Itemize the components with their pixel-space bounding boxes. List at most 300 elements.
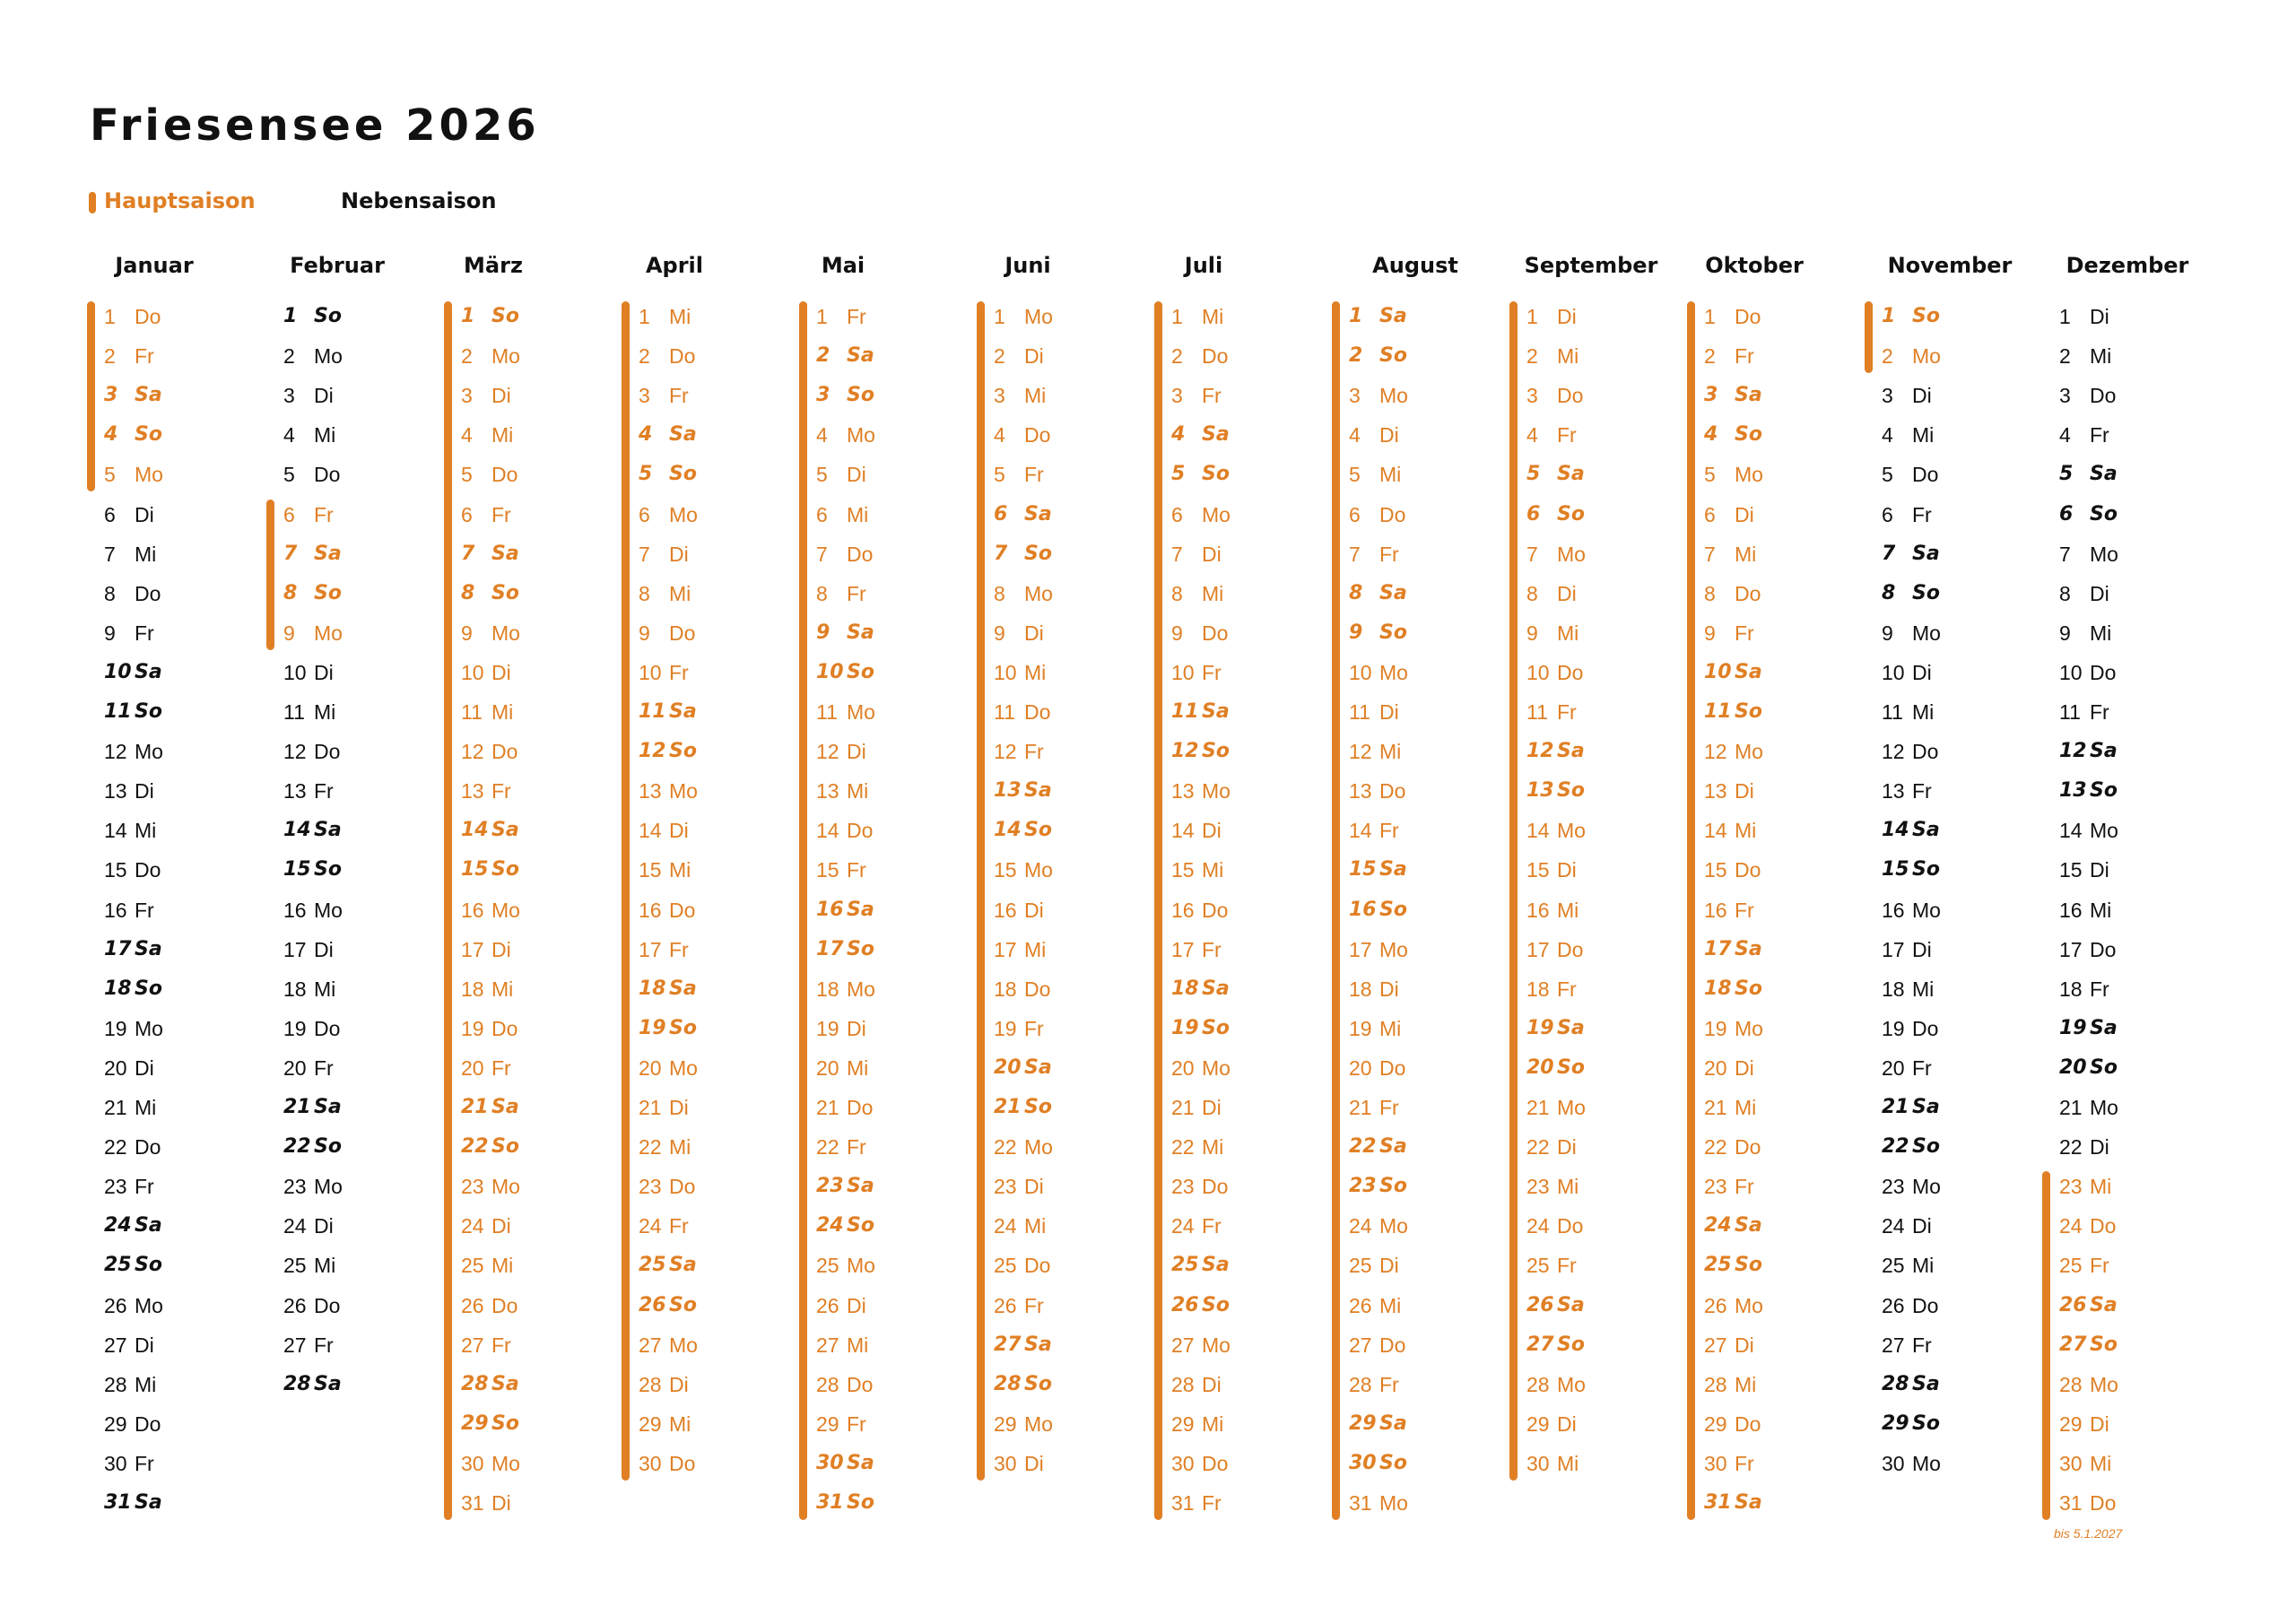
day-entry: [1349, 1490, 1408, 1516]
weekday-label: Fr: [135, 1451, 154, 1475]
month-name: Mai: [821, 253, 865, 278]
day-entry: [461, 738, 517, 765]
day-entry: [2059, 976, 2109, 1003]
day-number: 22: [994, 1135, 1017, 1160]
weekday-label: Sa: [1735, 1214, 1762, 1238]
day-entry: [816, 738, 866, 765]
day-entry: [1882, 817, 1940, 844]
month-name: Februar: [290, 253, 385, 278]
day-entry: [1882, 659, 1932, 686]
weekday-label: Fr: [1557, 977, 1577, 1001]
day-entry: [1526, 1252, 1577, 1279]
day-number: 23: [1526, 1175, 1550, 1199]
weekday-label: Di: [1202, 1096, 1222, 1119]
weekday-label: Fr: [314, 779, 334, 804]
day-number: 24: [1171, 1214, 1195, 1238]
day-number: 29: [461, 1412, 489, 1435]
day-entry: [461, 777, 511, 804]
day-entry: [816, 1450, 874, 1477]
day-number: 14: [1526, 819, 1550, 843]
weekday-label: Do: [2090, 1491, 2117, 1515]
weekday-label: Sa: [847, 1451, 874, 1474]
day-number: 9: [816, 621, 831, 644]
weekday-label: Mo: [669, 1333, 698, 1357]
month-name: März: [464, 253, 523, 278]
day-number: 5: [639, 463, 653, 486]
weekday-label: Mo: [1912, 898, 1941, 922]
day-number: 23: [994, 1175, 1017, 1199]
weekday-label: Mi: [847, 1333, 869, 1357]
day-number: 30: [1882, 1451, 1905, 1475]
weekday-label: Fr: [1024, 740, 1044, 764]
day-number: 25: [2059, 1254, 2083, 1278]
weekday-label: So: [135, 423, 162, 447]
day-entry: [1349, 1371, 1399, 1398]
weekday-label: Di: [1202, 1372, 1222, 1396]
day-number: 1: [1704, 305, 1716, 328]
day-number: 1: [1526, 305, 1538, 328]
day-entry: [1349, 976, 1399, 1003]
day-number: 12: [639, 740, 666, 763]
day-entry: [1882, 421, 1934, 448]
weekday-label: Mi: [314, 700, 336, 724]
day-entry: [994, 1371, 1052, 1398]
day-entry: [461, 382, 511, 409]
day-entry: [104, 1371, 156, 1398]
weekday-label: Fr: [847, 1135, 866, 1160]
weekday-label: Do: [669, 344, 696, 369]
weekday-label: Fr: [1024, 1293, 1044, 1317]
day-number: 25: [1349, 1254, 1372, 1278]
day-entry: [461, 1173, 520, 1200]
day-number: 9: [2059, 621, 2071, 645]
day-number: 20: [1349, 1055, 1372, 1080]
legend-main-season: Hauptsaison: [104, 188, 256, 213]
day-entry: [461, 659, 511, 686]
day-entry: [461, 541, 519, 568]
day-number: 5: [994, 463, 1005, 487]
day-number: 25: [461, 1254, 484, 1278]
day-entry: [2059, 303, 2109, 330]
day-number: 1: [2059, 305, 2071, 328]
day-number: 28: [1171, 1372, 1195, 1396]
day-entry: [1349, 343, 1407, 369]
day-number: 12: [1526, 740, 1554, 763]
weekday-label: Mo: [1735, 463, 1763, 487]
weekday-label: Mo: [1557, 1096, 1586, 1119]
day-number: 8: [461, 581, 475, 604]
day-number: 4: [104, 423, 118, 447]
day-entry: [1526, 541, 1586, 568]
day-entry: [461, 303, 519, 330]
day-number: 27: [816, 1333, 839, 1357]
day-entry: [639, 1055, 698, 1081]
weekday-label: So: [1024, 819, 1052, 842]
weekday-label: Do: [2090, 937, 2117, 961]
day-number: 3: [1882, 384, 1893, 408]
day-entry: [816, 421, 875, 448]
day-number: 16: [639, 898, 662, 922]
day-entry: [1526, 620, 1578, 647]
day-number: 23: [1882, 1175, 1905, 1199]
day-number: 12: [2059, 740, 2087, 763]
weekday-label: Do: [847, 819, 874, 843]
day-entry: [283, 936, 334, 963]
weekday-label: Do: [669, 1175, 696, 1199]
day-number: 21: [104, 1096, 127, 1119]
weekday-label: Fr: [1379, 819, 1399, 843]
day-entry: [639, 936, 689, 963]
day-number: 27: [639, 1333, 662, 1357]
weekday-label: Sa: [1379, 858, 1407, 882]
weekday-label: Di: [1735, 502, 1754, 526]
day-number: 22: [104, 1135, 127, 1160]
day-entry: [283, 659, 334, 686]
day-number: 21: [994, 1096, 1022, 1118]
day-entry: [1704, 856, 1761, 883]
day-entry: [461, 976, 513, 1003]
day-entry: [1882, 976, 1934, 1003]
day-number: 19: [104, 1016, 127, 1040]
day-entry: [104, 856, 161, 883]
weekday-label: So: [1202, 1293, 1230, 1316]
weekday-label: Do: [1202, 1451, 1229, 1475]
weekday-label: So: [1735, 700, 1762, 723]
day-entry: [1349, 541, 1399, 568]
day-entry: [1704, 1173, 1754, 1200]
day-entry: [283, 382, 334, 409]
day-number: 17: [994, 937, 1017, 961]
weekday-label: Fr: [669, 660, 689, 684]
day-entry: [104, 1173, 154, 1200]
day-entry: [1704, 1212, 1762, 1239]
day-entry: [1882, 856, 1940, 883]
day-number: 29: [639, 1412, 662, 1436]
day-number: 26: [283, 1293, 307, 1317]
day-entry: [461, 1015, 517, 1042]
weekday-label: So: [669, 463, 697, 486]
weekday-label: Mi: [1557, 1451, 1579, 1475]
day-number: 29: [1526, 1412, 1550, 1436]
weekday-label: Sa: [2090, 463, 2118, 486]
weekday-label: So: [1912, 1412, 1940, 1435]
day-number: 18: [2059, 977, 2083, 1001]
day-entry: [2059, 699, 2109, 725]
day-number: 28: [104, 1372, 127, 1396]
day-number: 1: [639, 305, 650, 328]
day-entry: [1704, 699, 1762, 725]
weekday-label: Fr: [1202, 937, 1222, 961]
day-number: 11: [816, 700, 838, 724]
day-number: 9: [104, 621, 116, 645]
day-entry: [2059, 738, 2118, 765]
weekday-label: Mi: [135, 1372, 157, 1396]
day-entry: [1882, 541, 1940, 568]
weekday-label: Di: [1379, 977, 1399, 1001]
day-entry: [1704, 659, 1762, 686]
day-number: 2: [2059, 344, 2071, 369]
day-number: 15: [816, 858, 839, 882]
day-number: 3: [461, 384, 473, 408]
day-entry: [104, 1332, 154, 1359]
weekday-label: Mo: [1024, 305, 1053, 328]
day-number: 21: [1704, 1096, 1727, 1119]
day-entry: [1882, 936, 1932, 963]
day-number: 16: [283, 898, 307, 922]
day-number: 22: [2059, 1135, 2083, 1160]
day-number: 3: [104, 384, 118, 407]
day-number: 18: [639, 977, 666, 1000]
weekday-label: Fr: [1379, 1096, 1399, 1119]
day-entry: [104, 1450, 154, 1477]
day-number: 14: [994, 819, 1022, 842]
day-number: 16: [2059, 898, 2083, 922]
day-number: 14: [461, 819, 489, 842]
day-number: 27: [1704, 1333, 1727, 1357]
weekday-label: Mi: [1735, 1096, 1757, 1119]
weekday-label: Sa: [2090, 740, 2118, 763]
day-entry: [1349, 817, 1399, 844]
weekday-label: So: [1202, 1016, 1230, 1039]
main-season-bar: [2042, 1171, 2050, 1520]
weekday-label: Mi: [1735, 542, 1757, 566]
day-entry: [1171, 1371, 1222, 1398]
day-number: 13: [283, 779, 307, 804]
day-number: 12: [816, 740, 839, 764]
day-entry: [1349, 1055, 1405, 1081]
day-entry: [1171, 382, 1222, 409]
weekday-label: Fr: [1024, 1016, 1044, 1040]
day-number: 16: [816, 898, 844, 921]
day-number: 17: [1526, 937, 1550, 961]
weekday-label: Fr: [1202, 384, 1222, 408]
day-number: 28: [639, 1372, 662, 1396]
day-entry: [1349, 620, 1407, 647]
weekday-label: Di: [847, 1293, 866, 1317]
day-number: 15: [639, 858, 662, 882]
weekday-label: So: [1024, 1372, 1052, 1395]
weekday-label: Do: [1735, 1412, 1761, 1436]
day-entry: [283, 421, 335, 448]
weekday-label: So: [1024, 542, 1052, 565]
weekday-label: Do: [1735, 305, 1761, 328]
day-entry: [1349, 1212, 1408, 1239]
weekday-label: Fr: [1735, 344, 1754, 369]
day-entry: [1349, 856, 1407, 883]
weekday-label: Di: [314, 937, 334, 961]
day-number: 17: [1171, 937, 1195, 961]
day-entry: [639, 1134, 691, 1160]
day-number: 20: [816, 1055, 839, 1080]
weekday-label: Mi: [1379, 1016, 1402, 1040]
day-number: 17: [816, 937, 844, 960]
weekday-label: Di: [1557, 305, 1577, 328]
day-entry: [1704, 461, 1763, 488]
weekday-label: Do: [1912, 1293, 1939, 1317]
day-entry: [104, 1134, 161, 1160]
weekday-label: Sa: [847, 898, 874, 921]
weekday-label: So: [314, 858, 342, 882]
day-entry: [639, 421, 697, 448]
weekday-label: Mi: [2090, 344, 2112, 369]
day-entry: [1882, 620, 1941, 647]
day-number: 29: [1349, 1412, 1377, 1435]
day-number: 25: [104, 1254, 132, 1277]
day-entry: [1704, 501, 1754, 528]
weekday-label: Fr: [669, 937, 689, 961]
day-entry: [283, 461, 340, 488]
weekday-label: Do: [1735, 1135, 1761, 1160]
day-entry: [1349, 1450, 1407, 1477]
day-entry: [1526, 501, 1585, 528]
weekday-label: So: [669, 740, 697, 763]
day-number: 5: [1882, 463, 1893, 487]
day-entry: [104, 303, 161, 330]
weekday-label: So: [491, 1135, 519, 1159]
day-number: 20: [1526, 1055, 1554, 1079]
weekday-label: Mi: [669, 1135, 691, 1160]
day-entry: [639, 382, 689, 409]
weekday-label: Mo: [2090, 1096, 2118, 1119]
weekday-label: Sa: [1912, 1096, 1940, 1118]
day-number: 17: [1349, 937, 1372, 961]
day-number: 21: [461, 1096, 489, 1118]
weekday-label: So: [135, 977, 162, 1000]
day-number: 4: [1704, 423, 1718, 447]
weekday-label: Di: [1379, 1254, 1399, 1278]
day-entry: [104, 1015, 163, 1042]
day-entry: [816, 541, 873, 568]
day-number: 19: [639, 1016, 666, 1039]
weekday-label: Di: [1202, 542, 1222, 566]
day-entry: [2059, 1411, 2109, 1438]
day-number: 9: [1349, 621, 1363, 644]
day-number: 24: [639, 1214, 662, 1238]
day-number: 8: [1704, 581, 1716, 605]
weekday-label: Di: [1912, 384, 1932, 408]
weekday-label: Sa: [1735, 384, 1762, 407]
weekday-label: Mi: [1735, 1372, 1757, 1396]
day-entry: [994, 897, 1044, 924]
day-entry: [816, 897, 874, 924]
month-name: August: [1372, 253, 1458, 278]
day-number: 5: [104, 463, 116, 487]
weekday-label: So: [314, 1135, 342, 1159]
day-number: 3: [994, 384, 1005, 408]
day-number: 4: [1526, 423, 1538, 447]
weekday-label: Mo: [491, 1175, 520, 1199]
day-entry: [2059, 1094, 2118, 1121]
day-number: 3: [2059, 384, 2071, 408]
day-entry: [1349, 1015, 1401, 1042]
weekday-label: So: [847, 660, 874, 683]
day-entry: [639, 1292, 697, 1319]
day-number: 12: [994, 740, 1017, 764]
day-number: 8: [104, 581, 116, 605]
day-entry: [461, 421, 513, 448]
day-entry: [2059, 1332, 2118, 1359]
day-entry: [1704, 1055, 1754, 1081]
weekday-label: Di: [2090, 305, 2109, 328]
day-entry: [283, 1371, 342, 1398]
day-number: 6: [461, 502, 473, 526]
day-entry: [2059, 541, 2118, 568]
day-number: 15: [1526, 858, 1550, 882]
weekday-label: Fr: [847, 305, 866, 328]
weekday-label: Mo: [1379, 1491, 1408, 1515]
day-entry: [816, 620, 874, 647]
weekday-label: Mo: [135, 1016, 163, 1040]
weekday-label: Fr: [314, 502, 334, 526]
weekday-label: Mi: [1379, 1293, 1402, 1317]
day-number: 24: [1882, 1214, 1905, 1238]
weekday-label: Do: [1379, 1333, 1406, 1357]
weekday-label: Sa: [314, 1372, 342, 1395]
weekday-label: Mi: [1557, 621, 1579, 645]
weekday-label: Mi: [135, 542, 157, 566]
day-number: 4: [1349, 423, 1361, 447]
weekday-label: Mo: [1202, 502, 1231, 526]
day-entry: [994, 738, 1044, 765]
day-entry: [816, 817, 873, 844]
weekday-label: Di: [1735, 1055, 1754, 1080]
day-number: 2: [461, 344, 473, 369]
day-entry: [1882, 1252, 1934, 1279]
weekday-label: Di: [2090, 1135, 2109, 1160]
day-number: 30: [816, 1451, 844, 1474]
month-name: September: [1524, 253, 1658, 278]
day-entry: [639, 856, 691, 883]
day-number: 20: [283, 1055, 307, 1080]
weekday-label: Sa: [491, 1372, 519, 1395]
day-number: 12: [1704, 740, 1727, 764]
weekday-label: Sa: [314, 542, 342, 565]
day-number: 24: [816, 1214, 844, 1238]
day-entry: [994, 1212, 1046, 1239]
day-entry: [1882, 303, 1940, 330]
weekday-label: Fr: [491, 779, 511, 804]
day-entry: [816, 580, 866, 607]
day-number: 6: [994, 502, 1008, 526]
weekday-label: Di: [2090, 858, 2109, 882]
weekday-label: Mi: [1379, 740, 1402, 764]
day-number: 17: [461, 937, 484, 961]
weekday-label: Fr: [135, 1175, 154, 1199]
weekday-label: Sa: [1735, 1491, 1762, 1514]
day-entry: [1349, 659, 1408, 686]
weekday-label: Mi: [669, 581, 691, 605]
day-entry: [1349, 461, 1401, 488]
weekday-label: Mi: [1202, 1412, 1224, 1436]
day-number: 31: [1704, 1491, 1732, 1514]
day-entry: [1704, 976, 1762, 1003]
weekday-label: So: [2090, 502, 2118, 526]
weekday-label: Sa: [135, 1491, 162, 1514]
weekday-label: Do: [2090, 384, 2117, 408]
weekday-label: Do: [491, 740, 518, 764]
day-number: 13: [1171, 779, 1195, 804]
day-number: 17: [1704, 937, 1732, 960]
day-entry: [816, 1332, 868, 1359]
weekday-label: Mi: [1202, 858, 1224, 882]
day-entry: [1526, 1411, 1577, 1438]
day-number: 30: [639, 1451, 662, 1475]
day-number: 18: [104, 977, 132, 1000]
weekday-label: Sa: [1912, 819, 1940, 842]
weekday-label: Di: [1557, 858, 1577, 882]
day-entry: [1526, 421, 1577, 448]
weekday-label: Mi: [1557, 1175, 1579, 1199]
